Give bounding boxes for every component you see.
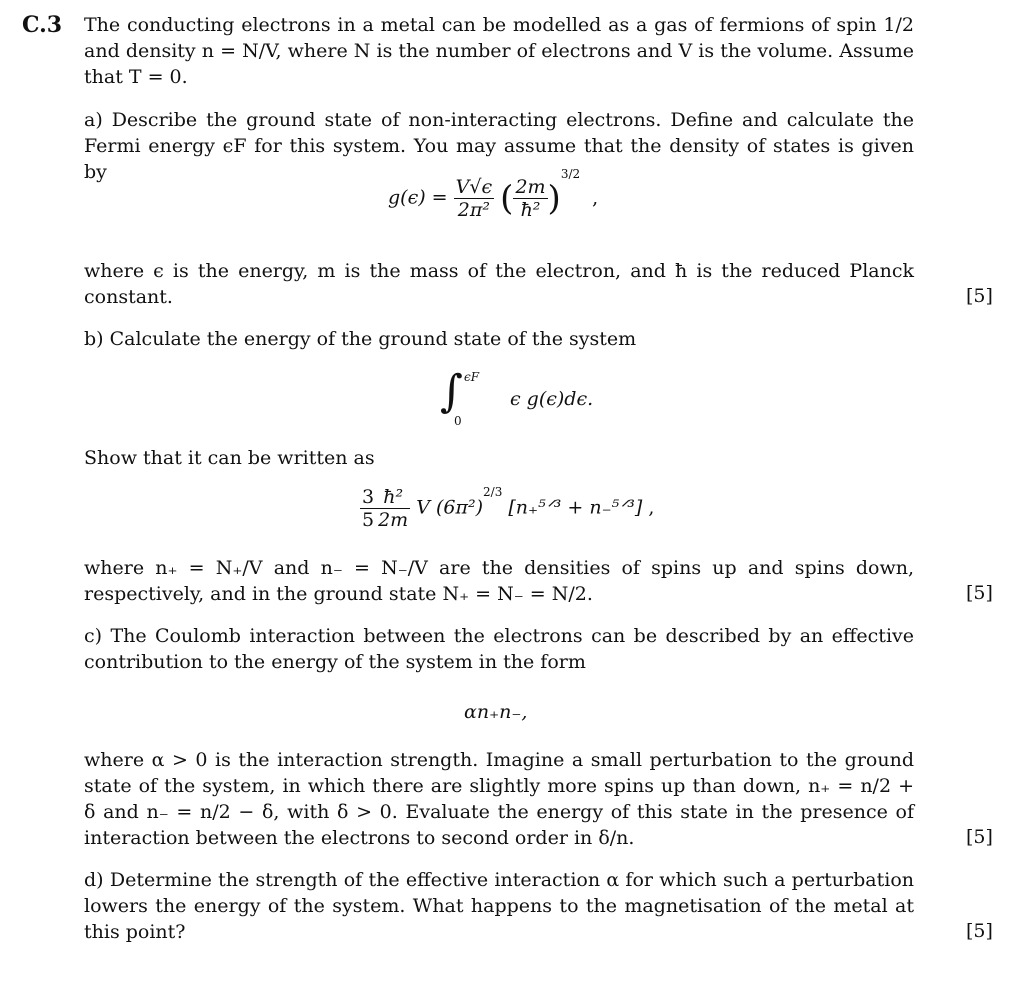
- part-c-marks: [5]: [966, 826, 993, 848]
- question-label: C.3: [22, 12, 63, 38]
- eq-a-tail: ,: [592, 186, 599, 209]
- eq-b-frac2-den: 2m: [378, 509, 409, 531]
- part-a-text: a) Describe the ground state of non-interacting electrons. Define and calculate the Fermi energy ϵF for this system. You may assume that the density of states is given by: [84, 109, 914, 183]
- eq-b-frac1-den: 5: [362, 509, 375, 531]
- eq-a-lhs: g(ϵ) =: [388, 186, 448, 209]
- part-a-after: where ϵ is the energy, m is the mass of the electron, and ħ is the reduced Planck constant.: [84, 260, 914, 308]
- eq-a-open-paren: (: [500, 178, 514, 219]
- integrand: ϵ g(ϵ)dϵ.: [510, 388, 594, 410]
- eq-a-fraction: [454, 176, 494, 221]
- eq-b-body: V (6π²): [416, 496, 484, 519]
- interaction-equation: αn₊n₋,: [464, 701, 528, 723]
- integral-upper-limit: ϵF: [464, 370, 480, 384]
- eq-b-bracket: [n₊⁵ᐟ³ + n₋⁵ᐟ³]: [508, 496, 643, 519]
- integral-sign: ∫: [440, 366, 463, 417]
- eq-a-power: 3/2: [560, 167, 581, 182]
- eq-a-frac-den: 2π²: [457, 199, 490, 221]
- integral-lower-limit: 0: [454, 414, 462, 428]
- part-d-text: d) Determine the strength of the effective interaction α for which such a perturbation lowers the energy of the system. What happens to the magnetisation of the metal at this point?: [84, 869, 914, 943]
- part-b-after: where n₊ = N₊/V and n₋ = N₋/V are the densities of spins up and spins down, respectively, and in the ground state N₊ = N₋ = N/2.: [84, 557, 914, 605]
- part-d-marks: [5]: [966, 920, 993, 942]
- part-b-marks: [5]: [966, 582, 993, 604]
- eq-b-frac2-num: ħ²: [376, 486, 410, 509]
- eq-b-tail: ,: [648, 496, 655, 519]
- eq-a-close-paren: ): [547, 178, 561, 219]
- eq-a-paren-num: 2m: [515, 176, 546, 198]
- density-of-states-equation: [388, 167, 599, 221]
- intro-text: The conducting electrons in a metal can be modelled as a gas of fermions of spin 1/2 and density n = N/V, where N is the number of electrons and V is the volume. Assume that T = 0.: [84, 14, 914, 88]
- eq-a-frac-num: V√ϵ: [455, 176, 493, 198]
- part-a-marks: [5]: [966, 285, 993, 307]
- eq-b-power: 2/3: [483, 485, 503, 500]
- ground-state-energy-equation: [360, 486, 654, 531]
- eq-b-frac1: [360, 486, 376, 531]
- eq-b-frac1-num: 3: [362, 486, 375, 508]
- part-c-after: where α > 0 is the interaction strength. Imagine a small perturbation to the ground state of the system, in which there are slightly more spins up than down, n₊ = n/2 + δ and n₋ = n/2 − δ, with δ > 0. Evaluate the energy of this state in the presence of interaction between the electrons to second order in δ/n.: [84, 749, 914, 849]
- eq-a-paren-den: ħ²: [520, 199, 541, 221]
- part-c-text: c) The Coulomb interaction between the electrons can be described by an effective contribution to the energy of the system in the form: [84, 625, 914, 673]
- part-b-text: b) Calculate the energy of the ground state of the system: [84, 328, 637, 350]
- eq-b-frac2: [376, 486, 410, 531]
- part-b-show: Show that it can be written as: [84, 447, 375, 469]
- eq-a-paren-fraction: [513, 176, 547, 221]
